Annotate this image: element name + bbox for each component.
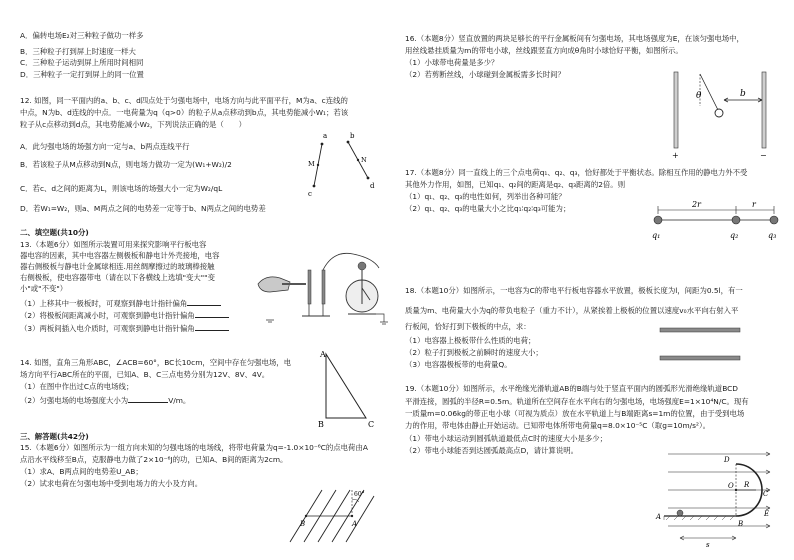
q14-line-2: 场方向平行ABC所在的平面，已知A、B、C三点电势分别为12V、8V、4V。 <box>20 370 270 379</box>
connecting-wire <box>323 253 379 270</box>
charged-ball <box>677 510 683 516</box>
q11-option-b: B．三种粒子打到屏上时速度一样大 <box>20 47 136 56</box>
q14-blank[interactable] <box>128 395 168 403</box>
label-2r: 2r <box>692 200 701 209</box>
q19-line-5: （1）带电小球运动到圆弧轨道最低点C时的速度大小是多少； <box>405 434 608 443</box>
q15-line-1: 15.（本题6分）如图所示为一组方向未知的匀强电场的电场线，将带电荷量为q=-1.0×10⁻⁶C的点电荷由A <box>20 443 368 452</box>
q12-option-c: C．若c、d之间的距离为L，则该电场的场强大小一定为W₂/qL <box>20 184 223 193</box>
q15-field-lines-figure <box>282 486 376 544</box>
b-label: b <box>740 89 746 99</box>
q15-line-4: （2）试求电荷在匀强电场中受到电场力的大小及方向。 <box>20 479 203 488</box>
label-C: C <box>763 490 769 498</box>
label-d: d <box>370 182 375 190</box>
q17-line-2: 其他外力作用，如图，已知q₁、q₂间的距离是q₂、q₃距离的2倍。则 <box>405 180 626 189</box>
q15-line-3: （1）求A、B两点间的电势差U_AB； <box>20 467 143 476</box>
charge-q3 <box>770 216 778 224</box>
capacitor-left-plate <box>308 270 311 304</box>
q13-line-1: 13.（本题6分）如图所示装置可用来探究影响平行板电容 <box>20 240 207 249</box>
q16-line-2: 用丝线悬挂质量为m的带电小球，丝线跟竖直方向成θ角时小球恰好平衡，如图所示。 <box>405 46 683 55</box>
q16-pendulum-figure <box>666 66 776 162</box>
q12-option-d: D．若W₁=W₂，则a、M两点之间的电势差一定等于b、N两点之间的电势差 <box>20 204 266 213</box>
q19-line-3: 一质量m=0.06kg的带正电小球（可视为质点）放在水平轨道上与B端距离s=1m的位置，由于受到电场 <box>405 409 745 418</box>
q11-option-c: C．三种粒子运动到屏上所用时间相同 <box>20 58 144 67</box>
label-D: D <box>724 456 730 464</box>
q18-line-4: （1）电容器上极板带什么性质的电荷； <box>405 336 536 345</box>
label-A: A <box>320 350 326 359</box>
q16-line-1: 16.（本题8分）竖直放置的两块足够长的平行金属板间有匀强电场，其电场强度为E，在该匀强电场中， <box>405 34 744 43</box>
triangle-abc <box>326 354 366 418</box>
lower-plate <box>660 356 740 360</box>
label-a: a <box>323 132 328 140</box>
q18-line-5: （2）粒子打到极板之前瞬时的速度大小； <box>405 348 543 357</box>
label-b: b <box>350 132 355 140</box>
q13-apparatus-figure <box>252 248 392 328</box>
label-C: C <box>368 420 375 429</box>
thread <box>700 74 718 110</box>
q13-blank-3[interactable] <box>195 323 229 331</box>
charge-q1 <box>654 216 662 224</box>
label-A: A <box>656 513 662 521</box>
capacitor-right-plate <box>322 270 325 304</box>
label-O: O <box>728 482 734 490</box>
right-plate <box>762 72 766 148</box>
q12-line-1: 12. 如图，同一平面内的a、b、c、d四点处于匀强电场中，电场方向与此平面平行，M为a、c连线的 <box>20 96 348 105</box>
label-c: c <box>308 190 312 198</box>
angle-label: 60° <box>354 491 365 498</box>
label-q1: q₁ <box>652 231 661 240</box>
label-E: E <box>764 510 770 518</box>
q19-line-1: 19.（本题10分）如图所示，水平绝缘光滑轨道AB的B端与处于竖直平面内的圆弧形光滑绝缘轨道BCD <box>405 384 738 393</box>
q11-option-a: A．偏转电场E₂对三种粒子做功一样多 <box>20 31 144 40</box>
section3-title: 三、解答题(共42分) <box>20 432 89 441</box>
section2-title: 二、填空题(共10分) <box>20 228 89 237</box>
field-line-5 <box>346 496 374 542</box>
label-m: M <box>308 160 315 168</box>
q12-line-3: 粒子从c点移动到d点，其电势能减小W₂，下列说法正确的是（ ） <box>20 120 246 129</box>
minus-label: − <box>760 151 767 160</box>
upper-plate <box>660 328 740 332</box>
label-q2: q₂ <box>730 231 739 240</box>
q14-line-4: （2）匀强电场的电场强度大小为 V/m。 <box>20 396 191 405</box>
q19-line-2: 平滑连接，圆弧的半径R=0.5m。轨道所在空间存在水平向右的匀强电场，电场强度E=1×10⁴N/C。现有 <box>405 397 749 406</box>
theta-label: θ <box>696 91 702 101</box>
q14-triangle-figure <box>312 346 382 430</box>
label-n: N <box>361 156 367 164</box>
label-r: r <box>752 200 756 209</box>
label-B: B <box>300 520 306 528</box>
q13-line-8: （3）两板间插入电介质时，可观察到静电计指针偏角 <box>20 323 229 334</box>
q12-option-b: B．若该粒子从M点移动到N点，则电场力做功一定为(W₁+W₂)/2 <box>20 160 232 169</box>
q18-capacitor-figure <box>656 322 746 366</box>
q13-line-4: 右侧极板，使电容器带电（请在以下各横线上选填"变大""变 <box>20 273 215 282</box>
q13-blank-1[interactable] <box>187 298 221 306</box>
q16-line-4: （2）若剪断丝线，小球碰到金属板需多长时间？ <box>405 70 565 79</box>
q18-line-1: 18.（本题10分）如图所示，一电容为C的带电平行板电容器水平放置，极板长度为l，间距为0.5l，有一 <box>405 286 743 295</box>
q17-charges-figure <box>640 200 790 244</box>
charge-q2 <box>732 216 740 224</box>
label-s: s <box>706 541 710 549</box>
q14-line-1: 14. 如图，直角三角形ABC，∠ACB=60°，BC长10cm，空间中存在匀强电场，电 <box>20 358 292 367</box>
label-q3: q₃ <box>768 231 777 240</box>
label-B: B <box>318 420 324 429</box>
q19-line-6: （2）带电小球能否到达圆弧最高点D，请计算说明。 <box>405 446 578 455</box>
q13-line-2: 器电容的因素，其中电容器左侧极板和静电计外壳接地，电容 <box>20 251 220 260</box>
q13-line-6: （1）上移其中一极板时，可观察到静电计指针偏角 <box>20 298 221 309</box>
q12-line-2: 中点，N为b、d连线的中点．一电荷量为q（q>0）的粒子从a点移动到b点，其电势能减小W₁；若该 <box>20 108 349 117</box>
left-plate <box>674 72 678 148</box>
q13-blank-2[interactable] <box>195 310 229 318</box>
ground-icon <box>376 314 388 324</box>
plus-label: + <box>672 151 679 160</box>
q17-line-4: （2）q₁、q₂、q₃的电量大小之比q₁∶q₂∶q₃可能为； <box>405 204 571 213</box>
q13-line-5: 小"或"不变"） <box>20 284 68 293</box>
q12-option-a: A．此匀强电场的场强方向一定与a、b两点连线平行 <box>20 142 190 151</box>
q13-line-7: （2）将极板间距离减小时，可观察到静电计指针偏角 <box>20 310 229 321</box>
label-A: A <box>352 520 358 528</box>
q11-option-d: D．三种粒子一定打到屏上的同一位置 <box>20 70 144 79</box>
q19-line-4: 力的作用，带电体由静止开始运动。已知带电体所带电荷量q=8.0×10⁻⁵C（取g=10m/s²）。 <box>405 421 711 430</box>
q13-line-3: 器右侧极板与静电计金属球相连.用丝绸摩擦过的玻璃棒接触 <box>20 262 215 271</box>
label-B: B <box>738 520 744 528</box>
q16-line-3: （1）小球带电荷量是多少？ <box>405 58 499 67</box>
q17-line-1: 17.（本题8分）同一直线上的三个点电荷q₁、q₂、q₃，恰好都处于平衡状态。除相互作用的静电力外不受 <box>405 168 748 177</box>
q15-line-2: 点沿水平线移至B点，克服静电力做了2×10⁻⁶J的功，已知A、B间的距离为2cm。 <box>20 455 288 464</box>
q12-figure <box>300 128 390 200</box>
q18-line-6: （3）电容器极板带的电荷量Q。 <box>405 360 512 369</box>
q19-track-figure <box>650 446 780 552</box>
q17-line-3: （1）q₁、q₂、q₃的电性如何，列举出各种可能？ <box>405 192 566 201</box>
q18-line-2: 质量为m、电荷量大小为q的带负电粒子（重力不计），从紧挨着上极板的位置以速度v₀水平向右射入平 <box>405 306 739 315</box>
q18-line-3: 行板间，恰好打到下极板的中点，求： <box>405 322 531 331</box>
label-R: R <box>744 481 750 489</box>
ball <box>715 109 723 117</box>
q14-line-3: （1）在图中作出过C点的电场线； <box>20 382 134 391</box>
